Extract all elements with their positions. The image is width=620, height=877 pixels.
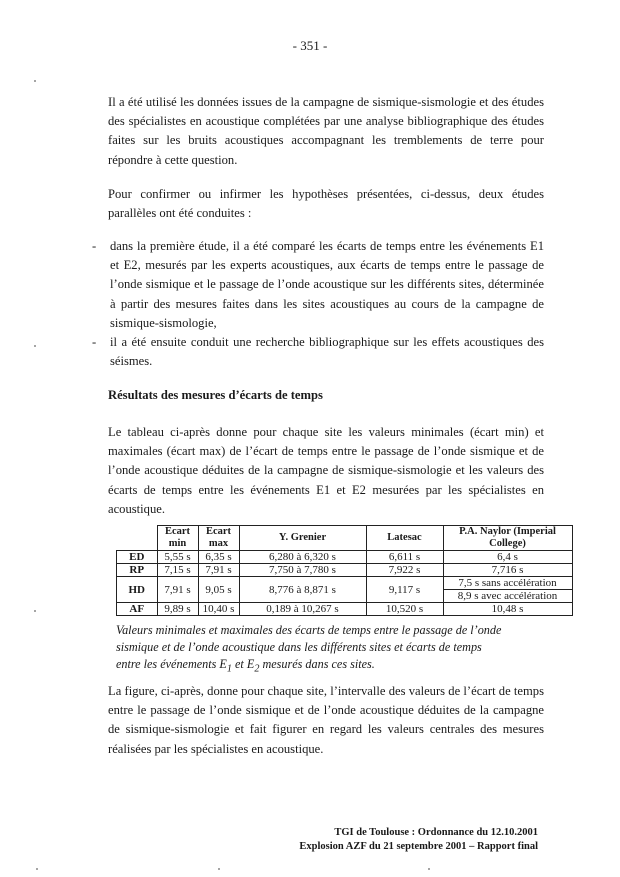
row-label-af: AF: [117, 603, 158, 616]
bullet-dash: -: [92, 239, 97, 253]
scan-speck: [36, 868, 38, 870]
table-corner: [117, 526, 158, 551]
cell-latesac: 10,520 s: [366, 603, 443, 616]
cell-max: 9,05 s: [198, 577, 239, 603]
caption-line: mesurés dans ces sites.: [259, 657, 375, 671]
scan-speck: [218, 868, 220, 870]
studies-list: [92, 237, 544, 371]
naylor-without-acceleration: 7,5 s sans accélération: [444, 577, 572, 590]
caption-line: et E: [231, 657, 255, 671]
caption-subscript: 2: [254, 663, 260, 675]
cell-latesac: 7,922 s: [366, 564, 443, 577]
figure-intro-paragraph: La figure, ci-après, donne pour chaque site, l’intervalle des valeurs de l’écart de temps entre le passage de l’onde sismique et de l’onde acoustique déduites de la campagne de sismique-sismologie et fait figurer en regard les valeurs centrales des mesures réalisées par les spécialistes en acoustique.: [108, 684, 544, 756]
page-number: - 351 -: [292, 38, 328, 53]
list-item-text: il a été ensuite conduit une recherche bibliographique sur les effets acoustiques des séismes.: [110, 335, 544, 369]
list-item: [92, 333, 544, 371]
cell-latesac: 9,117 s: [366, 577, 443, 603]
row-label-ed: ED: [117, 551, 158, 564]
cell-max: 10,40 s: [198, 603, 239, 616]
table-row: [117, 564, 573, 577]
section-heading: Résultats des mesures d’écarts de temps: [108, 388, 323, 402]
col-header-latesac: Latesac: [366, 526, 443, 551]
col-header-grenier: Y. Grenier: [239, 526, 366, 551]
cell-min: 7,91 s: [157, 577, 198, 603]
cell-naylor: 7,716 s: [443, 564, 572, 577]
hypotheses-paragraph: Pour confirmer ou infirmer les hypothèses présentées, ci-dessus, deux études parallèles ont été conduites :: [108, 187, 544, 221]
caption-line: sismique et de l’onde acoustique dans les différents sites et écarts de temps: [116, 640, 482, 654]
cell-grenier: 0,189 à 10,267 s: [239, 603, 366, 616]
cell-latesac: 6,611 s: [366, 551, 443, 564]
cell-min: 9,89 s: [157, 603, 198, 616]
cell-grenier: 6,280 à 6,320 s: [239, 551, 366, 564]
caption-line: Valeurs minimales et maximales des écarts de temps entre le passage de l’onde: [116, 623, 502, 637]
list-item-text: dans la première étude, il a été comparé les écarts de temps entre les événements E1 et E2, mesurés par les experts acoustiques, aux écarts de temps entre le passage de l’onde sismique et le passage de l’onde acoustique sur les différents sites, déterminée à partir des mesures faites dans les sites acoustiques au cours de la campagne de sismique-sismologie,: [110, 239, 544, 330]
time-gap-table: [116, 525, 573, 616]
table-row: [117, 603, 573, 616]
table-intro-paragraph: Le tableau ci-après donne pour chaque site les valeurs minimales (écart min) et maximales (écart max) de l’écart de temps entre le passage de l’onde sismique et de l’onde acoustique déduites de la campagne de sismique-sismologie et les valeurs des écarts de temps entre les événements E1 et E2 mesurées par les spécialistes en acoustique.: [108, 425, 544, 516]
scan-speck: [34, 345, 36, 347]
list-item: [92, 237, 544, 333]
row-label-rp: RP: [117, 564, 158, 577]
naylor-with-acceleration: 8,9 s avec accélération: [457, 590, 558, 602]
table-row: [117, 551, 573, 564]
cell-grenier: 8,776 à 8,871 s: [239, 577, 366, 603]
scan-speck: [34, 80, 36, 82]
cell-min: 5,55 s: [157, 551, 198, 564]
table-row: [117, 577, 573, 603]
col-header-ecart-min: Ecart min: [157, 526, 198, 551]
footer-line: TGI de Toulouse : Ordonnance du 12.10.2001: [334, 827, 538, 838]
caption-line: entre les événements E: [116, 657, 227, 671]
col-header-naylor: P.A. Naylor (Imperial College): [443, 526, 572, 551]
bullet-dash: -: [92, 335, 97, 350]
page-footer: [299, 826, 538, 854]
cell-naylor: 10,48 s: [443, 603, 572, 616]
col-header-ecart-max: Ecart max: [198, 526, 239, 551]
table-header-row: [117, 526, 573, 551]
scan-speck: [34, 610, 36, 612]
table-caption: [116, 622, 556, 677]
cell-max: 6,35 s: [198, 551, 239, 564]
footer-line: Explosion AZF du 21 septembre 2001 – Rapport final: [299, 841, 538, 852]
caption-subscript: 1: [226, 663, 232, 675]
cell-min: 7,15 s: [157, 564, 198, 577]
row-label-hd: HD: [117, 577, 158, 603]
cell-max: 7,91 s: [198, 564, 239, 577]
intro-paragraph: Il a été utilisé les données issues de la campagne de sismique-sismologie et des études des spécialistes en acoustique complétées par une analyse bibliographique des études faites sur les bruits acoustiques accompagnant les tremblements de terre pour répondre à cette question.: [108, 95, 544, 167]
cell-grenier: 7,750 à 7,780 s: [239, 564, 366, 577]
cell-naylor: [443, 577, 572, 603]
cell-naylor: 6,4 s: [443, 551, 572, 564]
scan-speck: [428, 868, 430, 870]
